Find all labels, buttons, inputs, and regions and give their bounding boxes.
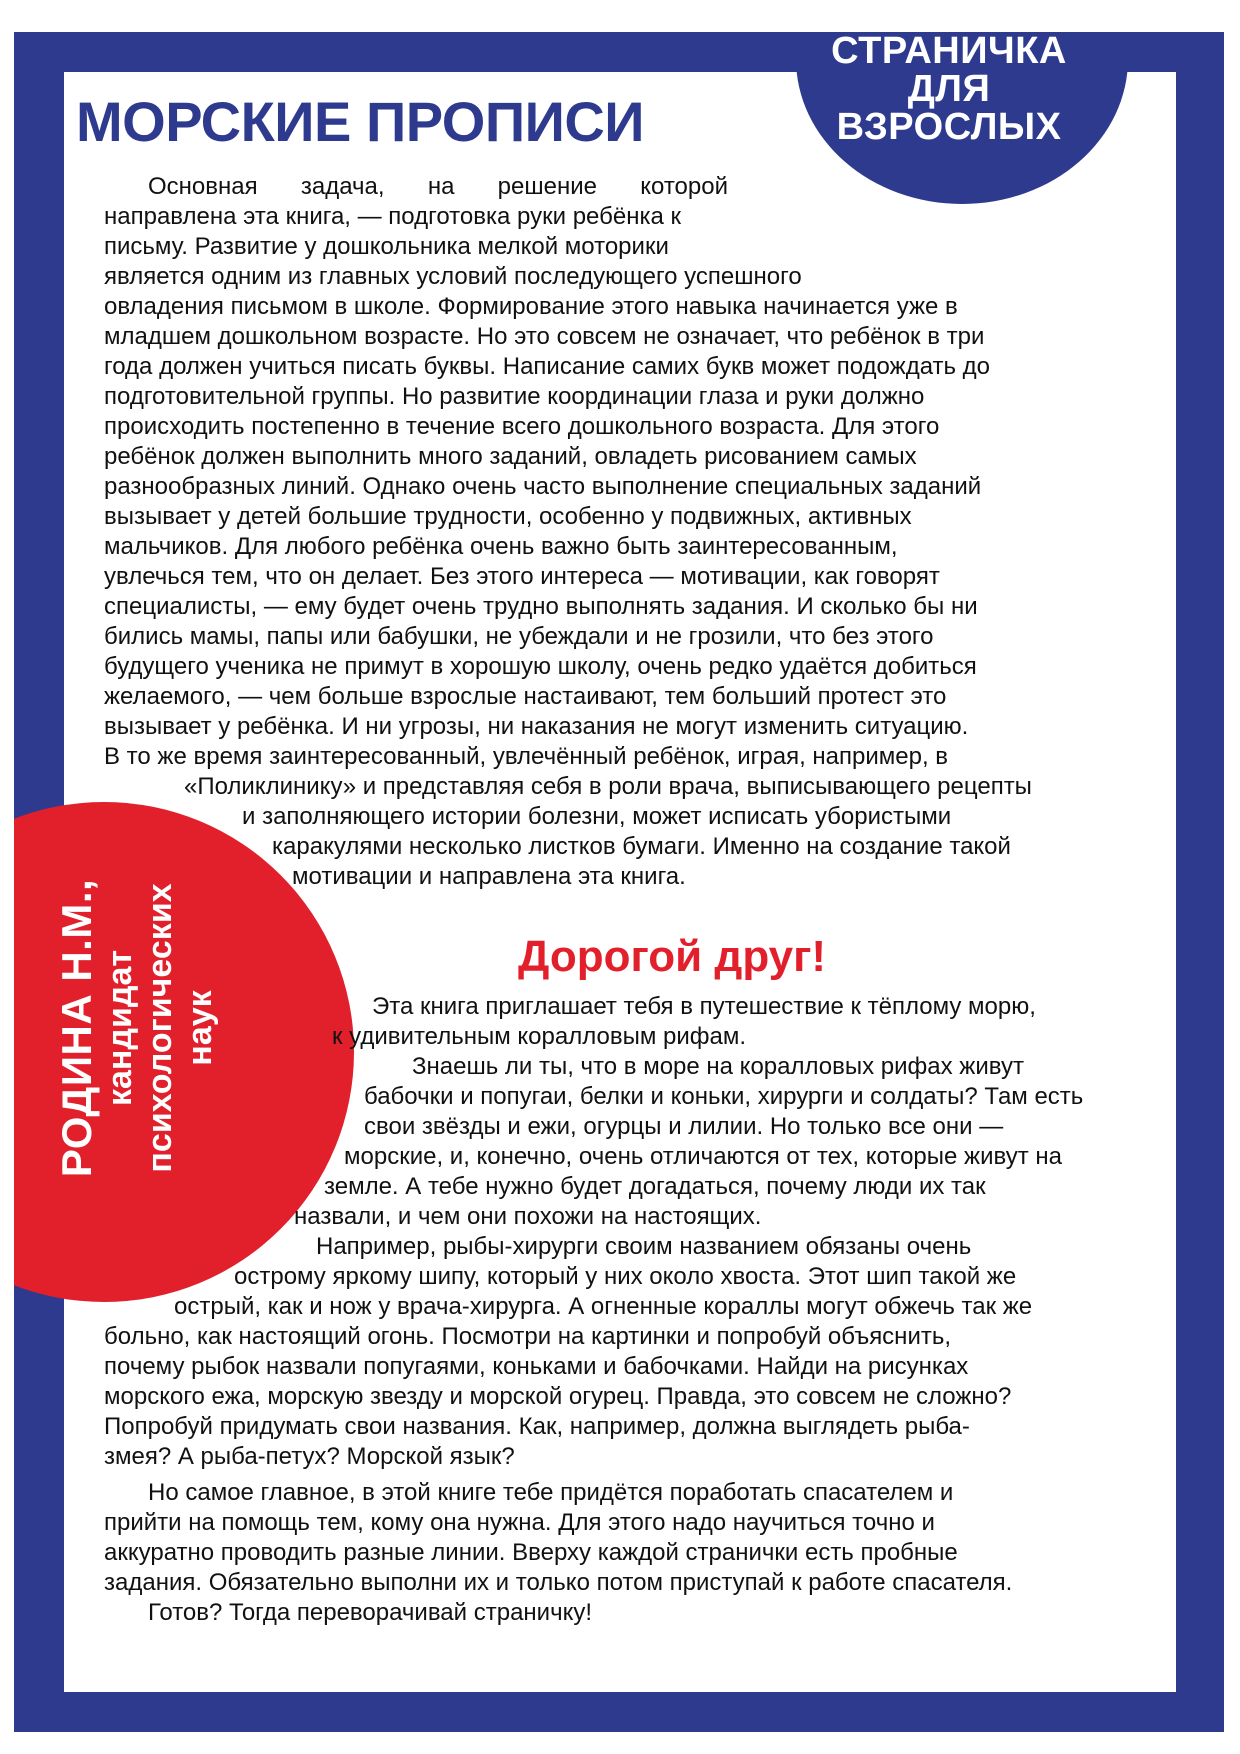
intro-line: и заполняющего истории болезни, может исписать убористыми xyxy=(242,803,952,830)
friend-line: бабочки и попугаи, белки и коньки, хирурги и солдаты? Там есть xyxy=(364,1083,1084,1110)
friend-line: задания. Обязательно выполни их и только потом приступай к работе спасателя. xyxy=(104,1569,1013,1596)
author-name: РОДИНА Н.М., xyxy=(53,878,100,1178)
intro-line: вызывает у детей большие трудности, особенно у подвижных, активных xyxy=(104,503,912,530)
intro-line: происходить постепенно в течение всего дошкольного возраста. Для этого xyxy=(104,413,940,440)
author-degree-line: наук xyxy=(181,990,219,1066)
friend-line: Эта книга приглашает тебя в путешествие к тёплому морю, xyxy=(372,993,1036,1020)
intro-line: увлечься тем, что он делает. Без этого интереса — мотивации, как говорят xyxy=(104,563,940,590)
intro-line: ребёнок должен выполнить много заданий, овладеть рисованием самых xyxy=(104,443,917,470)
intro-line: является одним из главных условий последующего успешного xyxy=(104,263,802,290)
friend-line: назвали, и чем они похожи на настоящих. xyxy=(294,1203,762,1230)
badge-line-1: СТРАНИЧКА xyxy=(831,32,1067,72)
friend-line: змея? А рыба-петух? Морской язык? xyxy=(104,1443,515,1470)
intro-line: разнообразных линий. Однако очень часто выполнение специальных заданий xyxy=(104,473,982,500)
intro-line: письму. Развитие у дошкольника мелкой моторики xyxy=(104,233,669,260)
friend-line: Знаешь ли ты, что в море на коралловых рифах живут xyxy=(412,1053,1024,1080)
friend-line: земле. А тебе нужно будет догадаться, почему люди их так xyxy=(324,1173,986,1200)
intro-line: будущего ученика не примут в хорошую школу, очень редко удаётся добиться xyxy=(104,653,977,680)
friend-line: почему рыбок назвали попугаями, коньками и бабочками. Найди на рисунках xyxy=(104,1353,969,1380)
friend-line: Например, рыбы-хирурги своим названием обязаны очень xyxy=(316,1233,972,1260)
friend-line: острый, как и нож у врача-хирурга. А огненные кораллы могут обжечь так же xyxy=(174,1293,1033,1320)
friend-line: свои звёзды и ежи, огурцы и лилии. Но только все они — xyxy=(364,1113,1004,1140)
badge-line-2: ДЛЯ xyxy=(907,68,991,110)
friend-line: Попробуй придумать свои названия. Как, например, должна выглядеть рыба- xyxy=(104,1413,970,1440)
page-frame xyxy=(14,32,1224,1732)
intro-line: вызывает у ребёнка. И ни угрозы, ни наказания не могут изменить ситуацию. xyxy=(104,713,969,740)
intro-line: года должен учиться писать буквы. Написание самих букв может подождать до xyxy=(104,353,991,380)
intro-line: подготовительной группы. Но развитие координации глаза и руки должно xyxy=(104,383,925,410)
friend-line: прийти на помощь тем, кому она нужна. Для этого надо научиться точно и xyxy=(104,1509,935,1536)
badge-line-3: ВЗРОСЛЫХ xyxy=(836,106,1062,148)
badge-label xyxy=(814,32,1084,146)
intro-line: Основная задача, на решение которой xyxy=(148,173,728,200)
intro-line: овладения письмом в школе. Формирование этого навыка начинается уже в xyxy=(104,293,958,320)
intro-line: В то же время заинтересованный, увлечённый ребёнок, играя, например, в xyxy=(104,743,949,770)
friend-line: аккуратно проводить разные линии. Вверху каждой странички есть пробные xyxy=(104,1539,958,1566)
intro-line: младшем дошкольном возрасте. Но это совсем не означает, что ребёнок в три xyxy=(104,323,985,350)
friend-line: к удивительным коралловым рифам. xyxy=(332,1023,747,1050)
author-credit xyxy=(54,808,220,1248)
friend-line: морского ежа, морскую звезду и морской огурец. Правда, это совсем не сложно? xyxy=(104,1383,1012,1410)
section-heading: Дорогой друг! xyxy=(518,932,827,981)
intro-line: каракулями несколько листков бумаги. Именно на создание такой xyxy=(272,833,1011,860)
friend-line: Готов? Тогда переворачивай страничку! xyxy=(148,1599,593,1626)
author-degree-line: кандидат xyxy=(101,949,139,1107)
intro-line: желаемого, — чем больше взрослые настаивают, тем больший протест это xyxy=(104,683,947,710)
friend-line: морские, и, конечно, очень отличаются от тех, которые живут на xyxy=(344,1143,1062,1170)
page-title: МОРСКИЕ ПРОПИСИ xyxy=(76,90,645,153)
intro-line: «Поликлинику» и представляя себя в роли врача, выписывающего рецепты xyxy=(184,773,1032,800)
intro-line: направлена эта книга, — подготовка руки ребёнка к xyxy=(104,203,682,230)
friend-line: острому яркому шипу, который у них около хвоста. Этот шип такой же xyxy=(234,1263,1017,1290)
intro-line: мотивации и направлена эта книга. xyxy=(292,863,686,890)
intro-line: специалисты, — ему будет очень трудно выполнять задания. И сколько бы ни xyxy=(104,593,978,620)
friend-line: больно, как настоящий огонь. Посмотри на картинки и попробуй объяснить, xyxy=(104,1323,952,1350)
intro-line: бились мамы, папы или бабушки, не убеждали и не грозили, что без этого xyxy=(104,623,934,650)
author-degree-line: психологических xyxy=(141,883,179,1173)
intro-line: мальчиков. Для любого ребёнка очень важно быть заинтересованным, xyxy=(104,533,898,560)
friend-line: Но самое главное, в этой книге тебе придётся поработать спасателем и xyxy=(148,1479,954,1506)
